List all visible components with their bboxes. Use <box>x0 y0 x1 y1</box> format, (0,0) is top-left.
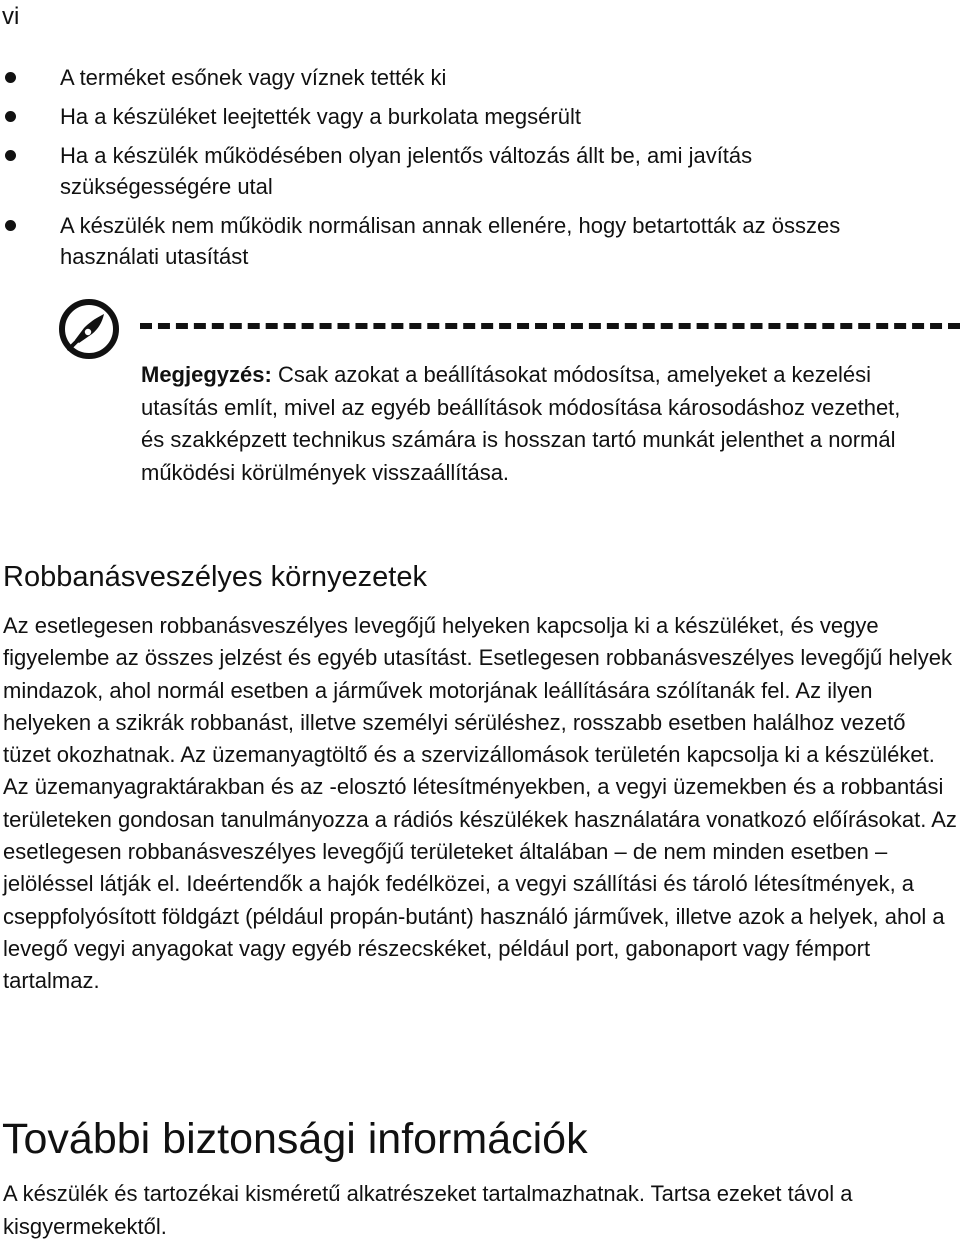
bullet-text: A terméket esőnek vagy víznek tették ki <box>60 65 447 90</box>
bullet-dot-icon <box>5 150 16 161</box>
more-info-body: A készülék és tartozékai kisméretű alkatrészeket tartalmazhatnak. Tartsa ezeket távol a kisgyermekektől. <box>3 1181 853 1239</box>
bullet-dot-icon <box>5 220 16 231</box>
note-text <box>141 359 911 489</box>
bullet-text: Ha a készülék működésében olyan jelentős változás állt be, ami javítás szükségességére utal <box>60 143 753 199</box>
bullet-item <box>0 62 910 93</box>
bullet-item <box>0 101 910 132</box>
bullet-dot-icon <box>5 72 16 83</box>
note-divider <box>140 323 960 329</box>
section-heading: Robbanásveszélyes környezetek <box>3 561 427 593</box>
bullet-text: Ha a készüléket leejtették vagy a burkolata megsérült <box>60 104 581 129</box>
note-label: Megjegyzés: <box>141 362 272 387</box>
bullet-item <box>0 140 910 202</box>
note-pen-icon <box>57 297 121 361</box>
note-body: Csak azokat a beállításokat módosítsa, amelyeket a kezelési utasítás említ, mivel az egyéb beállítások módosítása károsodáshoz vezethet, és szakképzett technikus számára is hosszan tartó munkát jelenthet a normál működési körülmények visszaállítása. <box>141 362 901 485</box>
bullet-text: A készülék nem működik normálisan annak ellenére, hogy betartották az összes használati utasítást <box>60 213 841 269</box>
bullet-item <box>0 210 910 272</box>
bullet-dot-icon <box>5 111 16 122</box>
main-heading: További biztonsági információk <box>2 1115 588 1163</box>
section-body: Az esetlegesen robbanásveszélyes levegőjű helyeken kapcsolja ki a készüléket, és vegye figyelembe az összes jelzést és egyéb utasítást. Esetlegesen robbanásveszélyes levegőjű helyek mindazok, ahol normál esetben a járművek motorjának leállítására szólítanák fel. Az ilyen helyeken a szikrák robbanást, illetve személyi sérüléshez, rosszabb esetben halálhoz vezető tüzet okozhatnak. Az üzemanyagtöltő és a szervizállomások területén kapcsolja ki a készüléket. Az üzemanyagraktárakban és az -elosztó létesítményekben, a vegyi üzemekben és a robbantási területeken gondosan tanulmányozza a rádiós készülékek használatára vonatkozó előírásokat. Az esetlegesen robbanásveszélyes levegőjű területeket általában – de nem minden esetben – jelöléssel látják el. Ideértendők a hajók fedélközei, a vegyi szállítási és tároló létesítmények, a cseppfolyósított földgázt (például propán-butánt) használó járművek, illetve azok a helyek, ahol a levegő vegyi anyagokat vagy egyéb részecskéket, például port, gabonaport vagy fémport tartalmaz. <box>3 613 957 994</box>
page-number: vi <box>2 3 20 30</box>
bullet-list <box>0 62 960 280</box>
